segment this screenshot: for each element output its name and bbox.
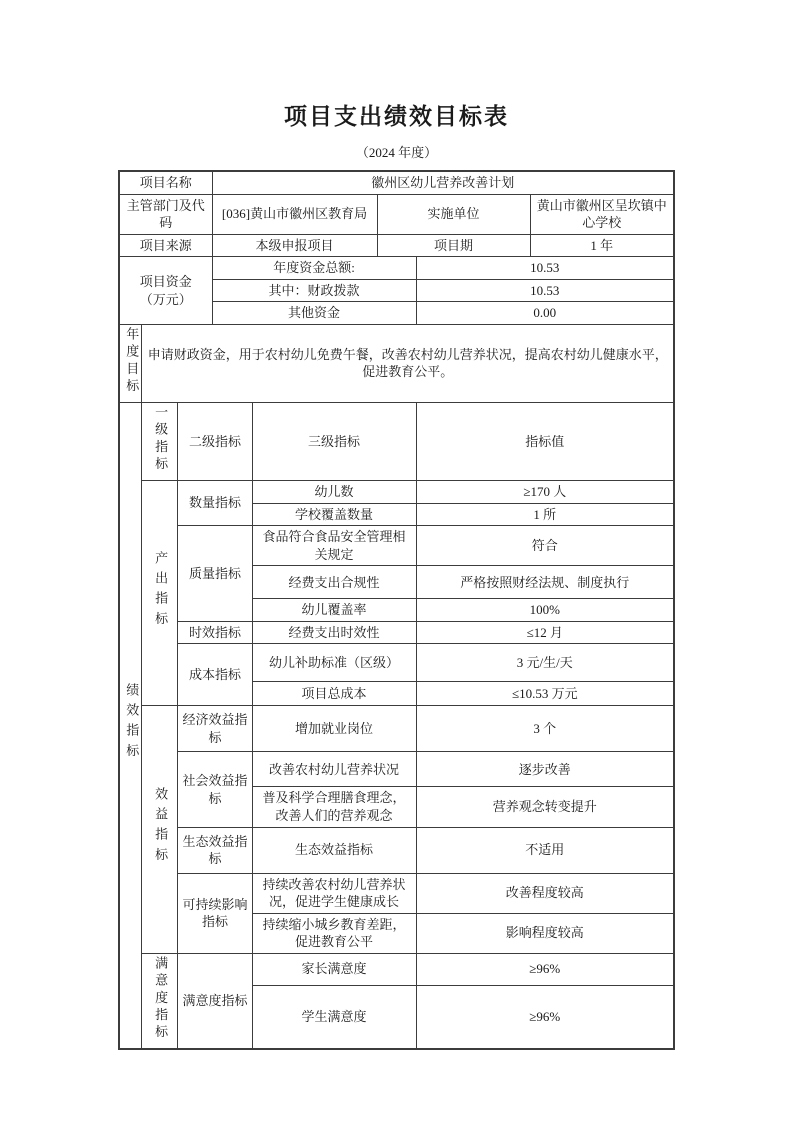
level1-satisfaction-label-text: 满意度指标 [153, 955, 169, 1042]
indicator-l3: 幼儿覆盖率 [252, 599, 416, 622]
indicator-value: ≤10.53 万元 [416, 682, 674, 706]
header-value: 指标值 [416, 403, 674, 481]
funds-fiscal-label: 其中：财政拨款 [212, 279, 416, 302]
indicator-value: ≥96% [416, 985, 674, 1049]
level1-benefit-label [142, 706, 178, 953]
funds-other-label: 其他资金 [212, 302, 416, 325]
indicator-value: ≥96% [416, 953, 674, 985]
indicator-value: 严格按照财经法规、制度执行 [416, 566, 674, 599]
level1-benefit-label-text: 效益指标 [153, 787, 169, 868]
dept-code-value: [036]黄山市徽州区教育局 [212, 194, 377, 234]
annual-goal-label-text: 年度目标 [124, 326, 140, 396]
indicator-value: 不适用 [416, 827, 674, 873]
indicator-l3: 经费支出时效性 [252, 621, 416, 644]
level1-output-label [142, 481, 178, 706]
perf-section-label [119, 403, 142, 1050]
funds-total-label: 年度资金总额: [212, 257, 416, 280]
project-name-value: 徽州区幼儿营养改善计划 [212, 171, 674, 194]
project-period-label: 项目期 [377, 234, 530, 257]
indicator-l3: 增加就业岗位 [252, 706, 416, 752]
annual-goal-label [119, 324, 142, 402]
level2-economic-label: 经济效益指标 [178, 706, 252, 752]
indicator-l3: 幼儿补助标准（区级） [252, 644, 416, 682]
indicator-value: 3 元/生/天 [416, 644, 674, 682]
level2-satisfaction-label: 满意度指标 [178, 953, 252, 1049]
performance-target-table [118, 170, 675, 1050]
indicator-l3: 生态效益指标 [252, 827, 416, 873]
level2-social-label: 社会效益指标 [178, 752, 252, 827]
indicator-value: 3 个 [416, 706, 674, 752]
level2-ecological-label: 生态效益指标 [178, 827, 252, 873]
page-title: 项目支出绩效目标表 [284, 104, 509, 129]
indicator-value: 逐步改善 [416, 752, 674, 787]
level2-quality-label: 质量指标 [178, 526, 252, 622]
header-level1 [142, 403, 178, 481]
indicator-value: 符合 [416, 526, 674, 566]
indicator-l3: 幼儿数 [252, 481, 416, 504]
annual-goal-text: 申请财政资金，用于农村幼儿免费午餐，改善农村幼儿营养状况，提高农村幼儿健康水平，促进教育公平。 [142, 324, 674, 402]
indicator-value: 影响程度较高 [416, 913, 674, 953]
indicator-l3: 学校覆盖数量 [252, 503, 416, 526]
funds-fiscal-value: 10.53 [416, 279, 674, 302]
header-level2: 二级指标 [178, 403, 252, 481]
funds-other-value: 0.00 [416, 302, 674, 325]
page-subtitle: （2024 年度） [355, 145, 438, 160]
indicator-value: ≥170 人 [416, 481, 674, 504]
indicator-l3: 经费支出合规性 [252, 566, 416, 599]
funds-label-line1: 项目资金 [139, 273, 192, 289]
indicator-value: 1 所 [416, 503, 674, 526]
impl-unit-label: 实施单位 [377, 194, 530, 234]
level2-cost-label: 成本指标 [178, 644, 252, 706]
project-period-value: 1 年 [530, 234, 674, 257]
project-source-label: 项目来源 [119, 234, 212, 257]
indicator-l3: 持续缩小城乡教育差距，促进教育公平 [252, 913, 416, 953]
funds-label-line2: （万元） [139, 291, 192, 307]
level1-satisfaction-label [142, 953, 178, 1049]
indicator-l3: 食品符合食品安全管理相关规定 [252, 526, 416, 566]
funds-total-value: 10.53 [416, 257, 674, 280]
project-name-label: 项目名称 [119, 171, 212, 194]
indicator-value: 营养观念转变提升 [416, 787, 674, 827]
level2-quantity-label: 数量指标 [178, 481, 252, 526]
level2-timeliness-label: 时效指标 [178, 621, 252, 644]
header-level3: 三级指标 [252, 403, 416, 481]
indicator-l3: 家长满意度 [252, 953, 416, 985]
indicator-l3: 项目总成本 [252, 682, 416, 706]
indicator-value: 100% [416, 599, 674, 622]
indicator-value: ≤12 月 [416, 621, 674, 644]
level1-output-label-text: 产出指标 [153, 550, 169, 632]
indicator-l3: 改善农村幼儿营养状况 [252, 752, 416, 787]
project-source-value: 本级申报项目 [212, 234, 377, 257]
header-level1-text: 一级指标 [153, 405, 169, 474]
indicator-l3: 学生满意度 [252, 985, 416, 1049]
dept-code-label: 主管部门及代码 [119, 194, 212, 234]
impl-unit-value: 黄山市徽州区呈坎镇中心学校 [530, 194, 674, 234]
project-funds-label [119, 257, 212, 325]
indicator-l3: 持续改善农村幼儿营养状况，促进学生健康成长 [252, 873, 416, 913]
indicator-l3: 普及科学合理膳食理念，改善人们的营养观念 [252, 787, 416, 827]
perf-section-label-text: 绩效指标 [124, 682, 140, 764]
level2-sustain-label: 可持续影响指标 [178, 873, 252, 953]
indicator-value: 改善程度较高 [416, 873, 674, 913]
